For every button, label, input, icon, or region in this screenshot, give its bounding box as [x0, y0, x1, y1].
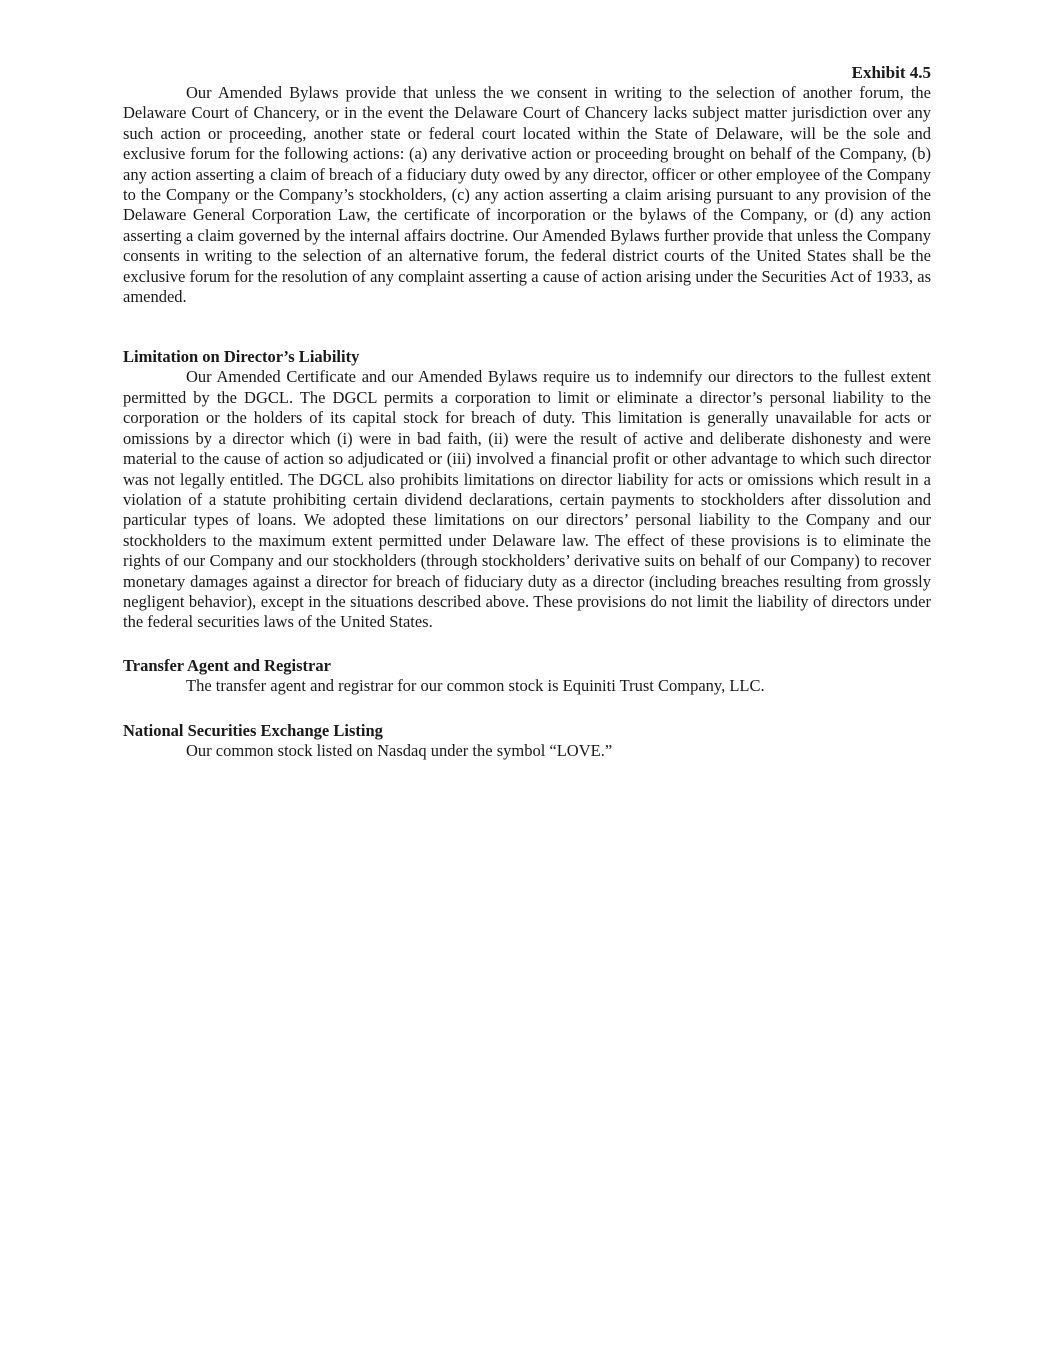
limitation-on-directors-liability-heading: Limitation on Director’s Liability: [123, 347, 360, 367]
exhibit-label: Exhibit 4.5: [851, 63, 931, 82]
exchange-listing-heading: National Securities Exchange Listing: [123, 721, 383, 741]
transfer-agent-paragraph: The transfer agent and registrar for our common stock is Equiniti Trust Company, LLC.: [186, 675, 765, 695]
exchange-listing-paragraph: Our common stock listed on Nasdaq under the symbol “LOVE.”: [186, 741, 613, 761]
director-liability-paragraph: Our Amended Certificate and our Amended Bylaws require us to indemnify our directors to the fullest extent permitted by the DGCL. The DGCL permits a corporation to limit or eliminate a director’s personal liability to the corporation or the holders of its capital stock for breach of duty. This limitation is generally unavailable for acts or omissions by a director which (i) were in bad faith, (ii) were the result of active and deliberate dishonesty and were material to the cause of action so adjudicated or (iii) involved a financial profit or other advantage to which such director was not legally entitled. The DGCL also prohibits limitations on director liability for acts or omissions which result in a violation of a statute prohibiting certain dividend declarations, certain payments to stockholders after dissolution and particular types of loans. We adopted these limitations on our directors’ personal liability to the Company and our stockholders to the maximum extent permitted under Delaware law. The effect of these provisions is to eliminate the rights of our Company and our stockholders (through stockholders’ derivative suits on behalf of our Company) to recover monetary damages against a director for breach of fiduciary duty as a director (including breaches resulting from grossly negligent behavior), except in the situations described above. These provisions do not limit the liability of directors under the federal securities laws of the United States.: [123, 367, 931, 632]
exclusive-forum-paragraph: Our Amended Bylaws provide that unless the we consent in writing to the selection of another forum, the Delaware Court of Chancery, or in the event the Delaware Court of Chancery lacks subject matter jurisdiction over any such action or proceeding, another state or federal court located within the State of Delaware, will be the sole and exclusive forum for the following actions: (a) any derivative action or proceeding brought on behalf of the Company, (b) any action asserting a claim of breach of a fiduciary duty owed by any director, officer or other employee of the Company to the Company or the Company’s stockholders, (c) any action asserting a claim arising pursuant to any provision of the Delaware General Corporation Law, the certificate of incorporation or the bylaws of the Company, or (d) any action asserting a claim governed by the internal affairs doctrine. Our Amended Bylaws further provide that unless the Company consents in writing to the selection of an alternative forum, the federal district courts of the United States shall be the exclusive forum for the resolution of any complaint asserting a cause of action arising under the Securities Act of 1933, as amended.: [123, 83, 931, 307]
transfer-agent-heading: Transfer Agent and Registrar: [123, 655, 331, 675]
